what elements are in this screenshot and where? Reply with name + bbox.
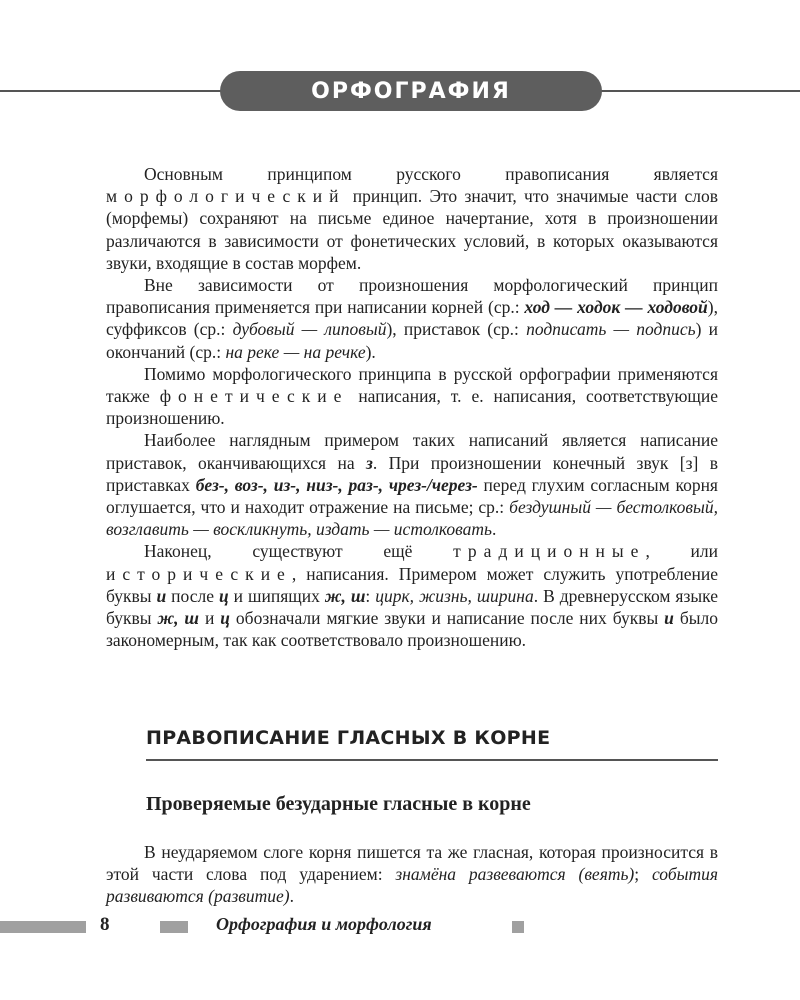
example: и (664, 608, 674, 629)
example: подписать — подпись (526, 319, 696, 340)
example: дубовый — липовый (232, 319, 387, 340)
spaced-term: исторические (106, 563, 292, 584)
paragraph-6: В неударяемом слоге корня пишется та же гласная, которая произносится в этой части слова под ударением: знамёна развеваются (веять); события развиваются (развитие). (106, 842, 718, 907)
paragraph-3: Помимо морфологического принципа в русской орфографии применяются также фонетические написания, т. е. написания, соответствующие произношению. (106, 363, 719, 429)
body-text-2 (106, 841, 718, 908)
example: ц (220, 608, 230, 629)
paragraph-5: Наконец, существуют ещё традиционные, или исторические, написания. Примером может служить употребление буквы и после ц и шипящих ж, ш: цирк, жизнь, ширина. В древнерусском языке буквы ж, ш и ц обозначали мягкие звуки и написание после них буквы и было закономерным, так как соответствовало произношению. (106, 541, 718, 651)
footer-decoration (160, 921, 188, 933)
spaced-term: морфологический (106, 186, 346, 207)
paragraph-2: Вне зависимости от произношения морфологический принцип правописания применяется при написании корней (ср.: ход — ходок — ходовой), суффиксов (ср.: дубовый — липовый), приставок (ср.: подписать — подпись) и окончаний (ср.: на реке — на речке). (106, 275, 718, 362)
example: бездушный — бестолковый, возглавить — воскликнуть, издать — истолковать (106, 497, 718, 540)
chapter-header-banner (220, 71, 602, 111)
chapter-title: ОРФОГРАФИЯ (311, 78, 511, 104)
example: события развиваются (развитие) (106, 864, 718, 907)
example: ж, ш (157, 608, 200, 629)
example: ход — ходок — ходовой (524, 297, 708, 318)
section-title: ПРАВОПИСАНИЕ ГЛАСНЫХ В КОРНЕ (146, 727, 551, 749)
spaced-term: фонетические (159, 386, 349, 407)
example: без-, воз-, из-, низ-, раз-, чрез-/через- (195, 474, 478, 495)
body-text (106, 163, 718, 651)
paragraph-1: Основным принципом русского правописания является морфологический принцип. Это значит, что значимые части слов (морфемы) сохраняют на письме единое начертание, хотя в произношении различаются в зависимости от фонетических условий, в которых оказываются звуки, входящие в состав морфем. (106, 164, 718, 273)
page-number: 8 (100, 914, 110, 935)
example: и (156, 585, 167, 606)
example: ж, ш (324, 585, 366, 606)
footer-decoration (512, 921, 524, 933)
paragraph-4: Наиболее наглядным примером таких написаний является написание приставок, оканчивающихся на з. При произношении конечный звук [з] в приставках без-, воз-, из-, низ-, раз-, чрез-/через- перед глухим согласным корня оглушается, что и находит отражение на письме; ср.: бездушный — бестолковый, возглавить — воскликнуть, издать — истолковать. (106, 430, 718, 540)
section-rule (146, 759, 718, 761)
spaced-term: традиционные (453, 541, 646, 562)
example: на реке — на речке (225, 341, 366, 362)
example: з (366, 452, 373, 473)
footer-bar (0, 921, 86, 933)
running-footer-title: Орфография и морфология (216, 914, 432, 934)
example: цирк, жизнь, ширина (375, 585, 534, 606)
example: знамёна развеваются (веять) (395, 864, 635, 885)
subsection-title: Проверяемые безударные гласные в корне (146, 793, 531, 815)
example: ц (218, 585, 229, 606)
